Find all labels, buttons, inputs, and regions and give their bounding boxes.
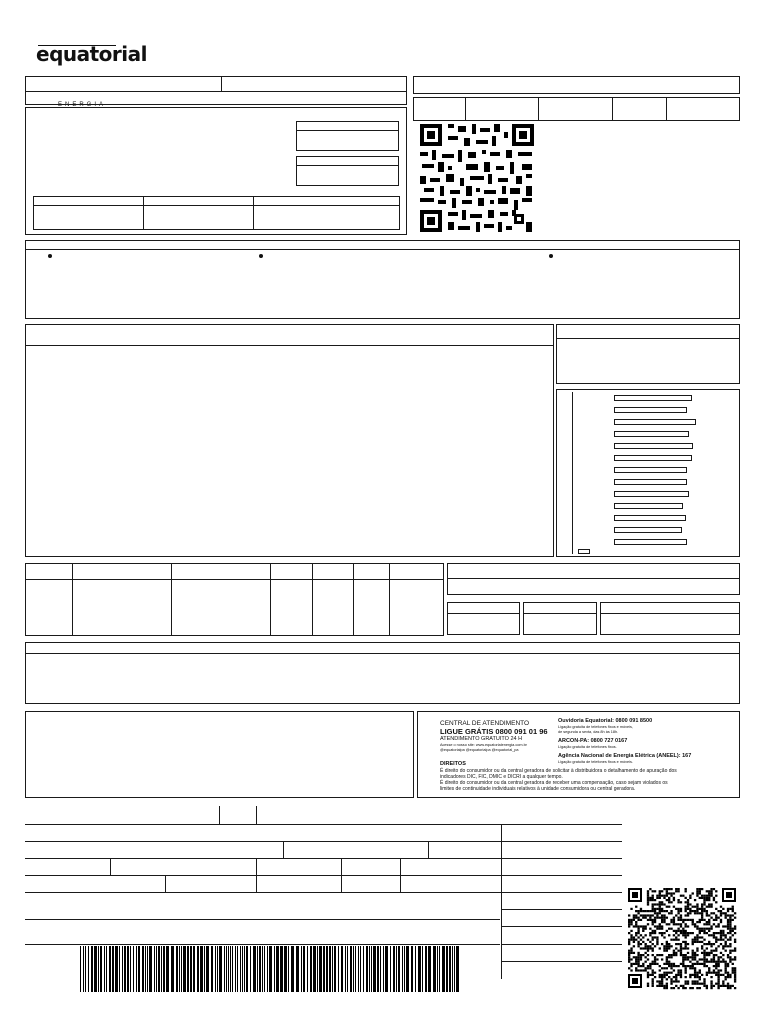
- slip-right-line-3: [502, 944, 622, 945]
- billing-summary-table: [413, 97, 740, 121]
- customer-header-vdivider: [221, 76, 222, 91]
- arcon-title: ARCON-PA: 0800 727 0167: [558, 738, 628, 744]
- due-date-header-line: [447, 613, 520, 614]
- amount-header-line: [523, 613, 597, 614]
- billing-header-box: [413, 76, 740, 94]
- consumption-bar: [614, 527, 682, 533]
- arcon-note: Ligação gratuita de telefones fixos.: [558, 745, 617, 749]
- reading-table-col-1: [143, 196, 144, 230]
- field-box-1-divider: [296, 130, 399, 131]
- slip-col-b: [428, 841, 429, 858]
- slip-col-g: [165, 875, 166, 892]
- slip-right-line-2: [502, 926, 622, 927]
- slip-col-e: [341, 858, 342, 892]
- billed-items-box: [25, 324, 554, 557]
- slip-col-a: [283, 841, 284, 858]
- tax-col-4: [312, 563, 313, 636]
- tax-col-1: [72, 563, 73, 636]
- slip-col-c: [110, 858, 111, 875]
- measurement-header-line: [556, 338, 740, 339]
- tax-col-3: [270, 563, 271, 636]
- slip-line-4: [25, 875, 622, 876]
- field-box-2-divider: [296, 165, 399, 166]
- reading-table-col-2: [253, 196, 254, 230]
- consumption-bar: [614, 455, 692, 461]
- tax-col-5: [353, 563, 354, 636]
- ombudsman-block: [558, 718, 733, 765]
- slip-line-5: [25, 892, 622, 893]
- slip-top-tick-2: [256, 806, 257, 824]
- quality-indicators-box: [447, 563, 740, 595]
- customer-service-site: Acesse o nosso site: www.equatorialenergia.com.br: [440, 743, 527, 747]
- slip-top-tick-1: [219, 806, 220, 824]
- tax-table-header-line: [25, 579, 444, 580]
- rights-block: [440, 761, 735, 792]
- tax-col-6: [389, 563, 390, 636]
- payment-barcode: [80, 946, 462, 992]
- field-box-2: [296, 156, 399, 186]
- reference-box: [600, 602, 740, 635]
- consumption-bar: [614, 515, 686, 521]
- slip-line-3: [25, 858, 622, 859]
- notice-bullet-2: [259, 254, 263, 258]
- notices-header-line: [25, 249, 740, 250]
- slip-line-6: [25, 919, 500, 920]
- slip-right-line-1: [502, 909, 622, 910]
- messages-header-line: [25, 653, 740, 654]
- consumption-bar: [614, 479, 687, 485]
- measurement-box: [556, 324, 740, 384]
- billing-col-3: [612, 97, 613, 121]
- ombudsman-title: Ouvidoria Equatorial: 0800 091 8500: [558, 718, 653, 724]
- social-handles: @equatorialpa @equatorialpa @equatorial_pa: [440, 748, 519, 752]
- consumption-bar: [614, 407, 687, 413]
- billing-col-4: [666, 97, 667, 121]
- tax-table: [25, 563, 444, 636]
- aneel-title: Agência Nacional de Energia Elétrica (ANEEL): 167: [558, 753, 692, 759]
- field-box-1: [296, 121, 399, 151]
- slip-line-2: [25, 841, 622, 842]
- customer-service-block: [440, 720, 560, 753]
- customer-service-title: CENTRAL DE ATENDIMENTO: [440, 720, 530, 727]
- consumption-bar: [614, 443, 693, 449]
- billed-items-header-line: [25, 345, 554, 346]
- notice-bullet-1: [48, 254, 52, 258]
- amount-box: [523, 602, 597, 635]
- brand-sub: ENERGIA: [58, 102, 107, 108]
- billing-col-2: [538, 97, 539, 121]
- brand-logo: [34, 42, 147, 108]
- slip-line-1: [25, 824, 622, 825]
- aneel-note: Ligação gratuita de telefones fixos e móveis.: [558, 760, 633, 764]
- slip-right-divider: [501, 824, 502, 979]
- due-date-box: [447, 602, 520, 635]
- consumption-bar: [614, 503, 683, 509]
- customer-header-divider: [25, 91, 407, 92]
- additional-info-box: [25, 711, 414, 798]
- consumption-bar: [614, 395, 692, 401]
- notice-bullet-3: [549, 254, 553, 258]
- notices-box: [25, 240, 740, 319]
- payment-qr-code: [628, 888, 738, 990]
- reading-table-header-line: [33, 205, 400, 206]
- customer-service-phone: LIGUE GRÁTIS 0800 091 01 96: [440, 727, 548, 736]
- consumption-bar: [614, 491, 689, 497]
- consumption-bar: [614, 467, 687, 473]
- quality-indicators-header-line: [447, 578, 740, 579]
- rights-text-3: É direito do consumidor ou da central geradora de receber uma compensação, caso sejam violados os: [440, 780, 668, 786]
- chart-legend-box: [578, 549, 590, 554]
- slip-col-f: [400, 858, 401, 892]
- rights-text-4: limites de continuidade individuais relativos à unidade consumidora ou central geradora.: [440, 786, 636, 792]
- reading-table: [33, 196, 400, 230]
- slip-right-line-4: [502, 961, 622, 962]
- slip-col-d: [256, 858, 257, 892]
- slip-line-7: [25, 944, 500, 945]
- messages-box: [25, 642, 740, 704]
- consumption-bar: [614, 419, 696, 425]
- ombudsman-note-2: de segunda a sexta, das 8h às 18h.: [558, 730, 619, 734]
- reference-header-line: [600, 613, 740, 614]
- pix-qr-code: [418, 122, 536, 234]
- chart-axis: [572, 392, 573, 554]
- rights-text-1: É direito do consumidor ou da central geradora de solicitar à distribuidora o detalhamento de apuração dos: [440, 768, 677, 774]
- billing-col-1: [465, 97, 466, 121]
- customer-service-hours: ATENDIMENTO GRATUITO 24 H: [440, 736, 523, 742]
- tax-col-2: [171, 563, 172, 636]
- consumption-bar: [614, 431, 689, 437]
- brand-name: equatorial: [36, 42, 147, 66]
- ombudsman-note-1: Ligação gratuita de telefones fixos e móveis,: [558, 725, 633, 729]
- rights-text-2: indicadores DIC, FIC, DMIC e DICRI a qualquer tempo.: [440, 774, 563, 780]
- consumption-bar: [614, 539, 687, 545]
- rights-title: DIREITOS: [440, 761, 466, 767]
